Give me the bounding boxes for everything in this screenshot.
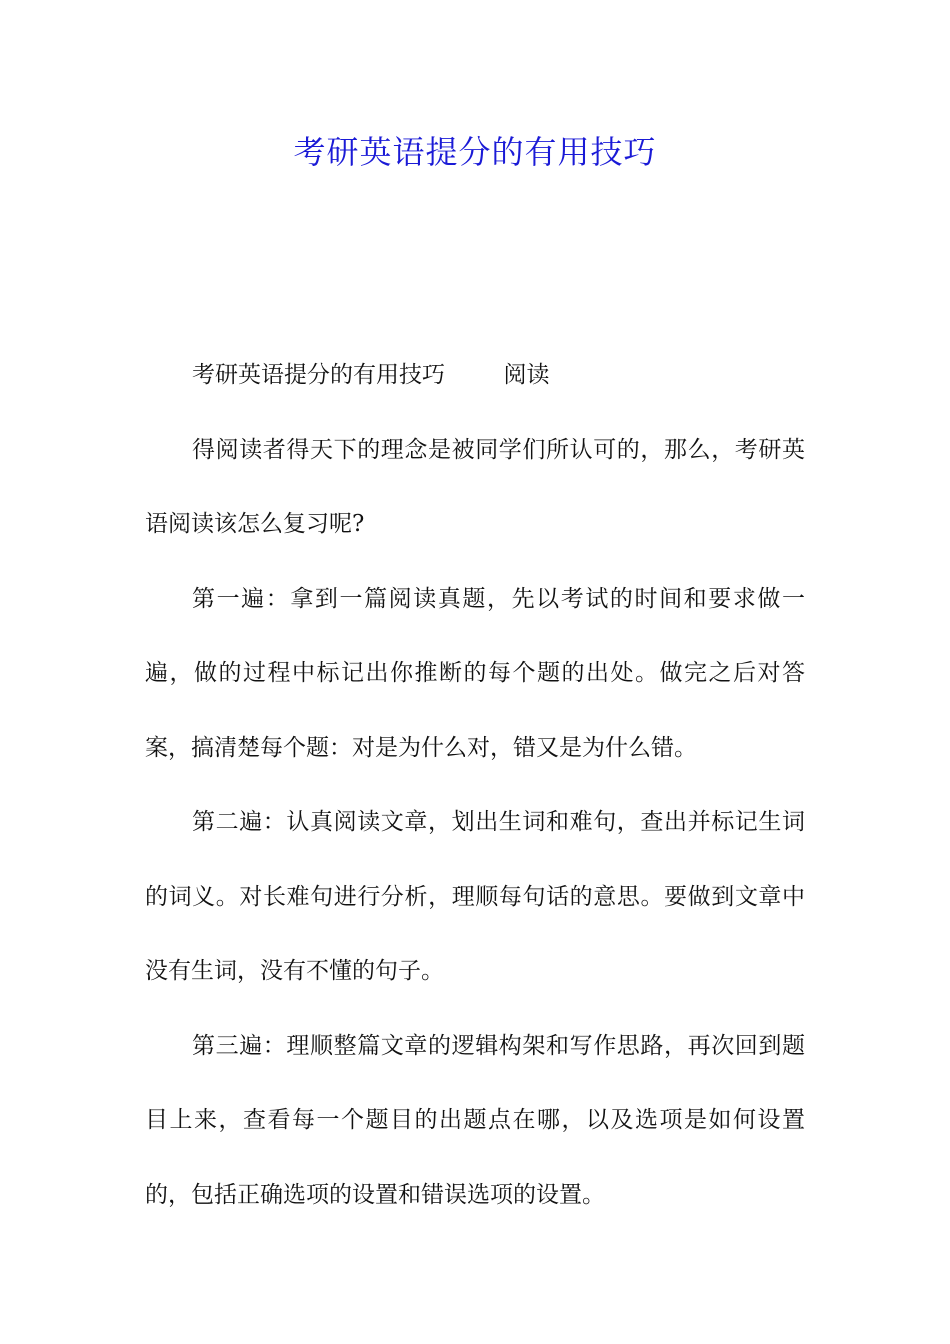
section-heading-title: 考研英语提分的有用技巧 xyxy=(192,362,445,388)
document-title: 考研英语提分的有用技巧 xyxy=(293,133,657,171)
section-heading xyxy=(145,338,805,413)
paragraph-second-pass: 第二遍：认真阅读文章，划出生词和难句，查出并标记生词的词义。对长难句进行分析，理顺每句话的意思。要做到文章中没有生词，没有不懂的句子。 xyxy=(145,809,805,984)
section-heading-tag: 阅读 xyxy=(503,362,550,388)
paragraph-third-pass: 第三遍：理顺整篇文章的逻辑构架和写作思路，再次回到题目上来，查看每一个题目的出题点在哪，以及选项是如何设置的，包括正确选项的设置和错误选项的设置。 xyxy=(145,1032,805,1208)
paragraph-intro: 得阅读者得天下的理念是被同学们所认可的，那么，考研英语阅读该怎么复习呢? xyxy=(145,436,805,537)
document-body xyxy=(145,338,805,1232)
paragraph-first-pass: 第一遍：拿到一篇阅读真题，先以考试的时间和要求做一遍，做的过程中标记出你推断的每个题的出处。做完之后对答案，搞清楚每个题：对是为什么对，错又是为什么错。 xyxy=(145,585,805,761)
